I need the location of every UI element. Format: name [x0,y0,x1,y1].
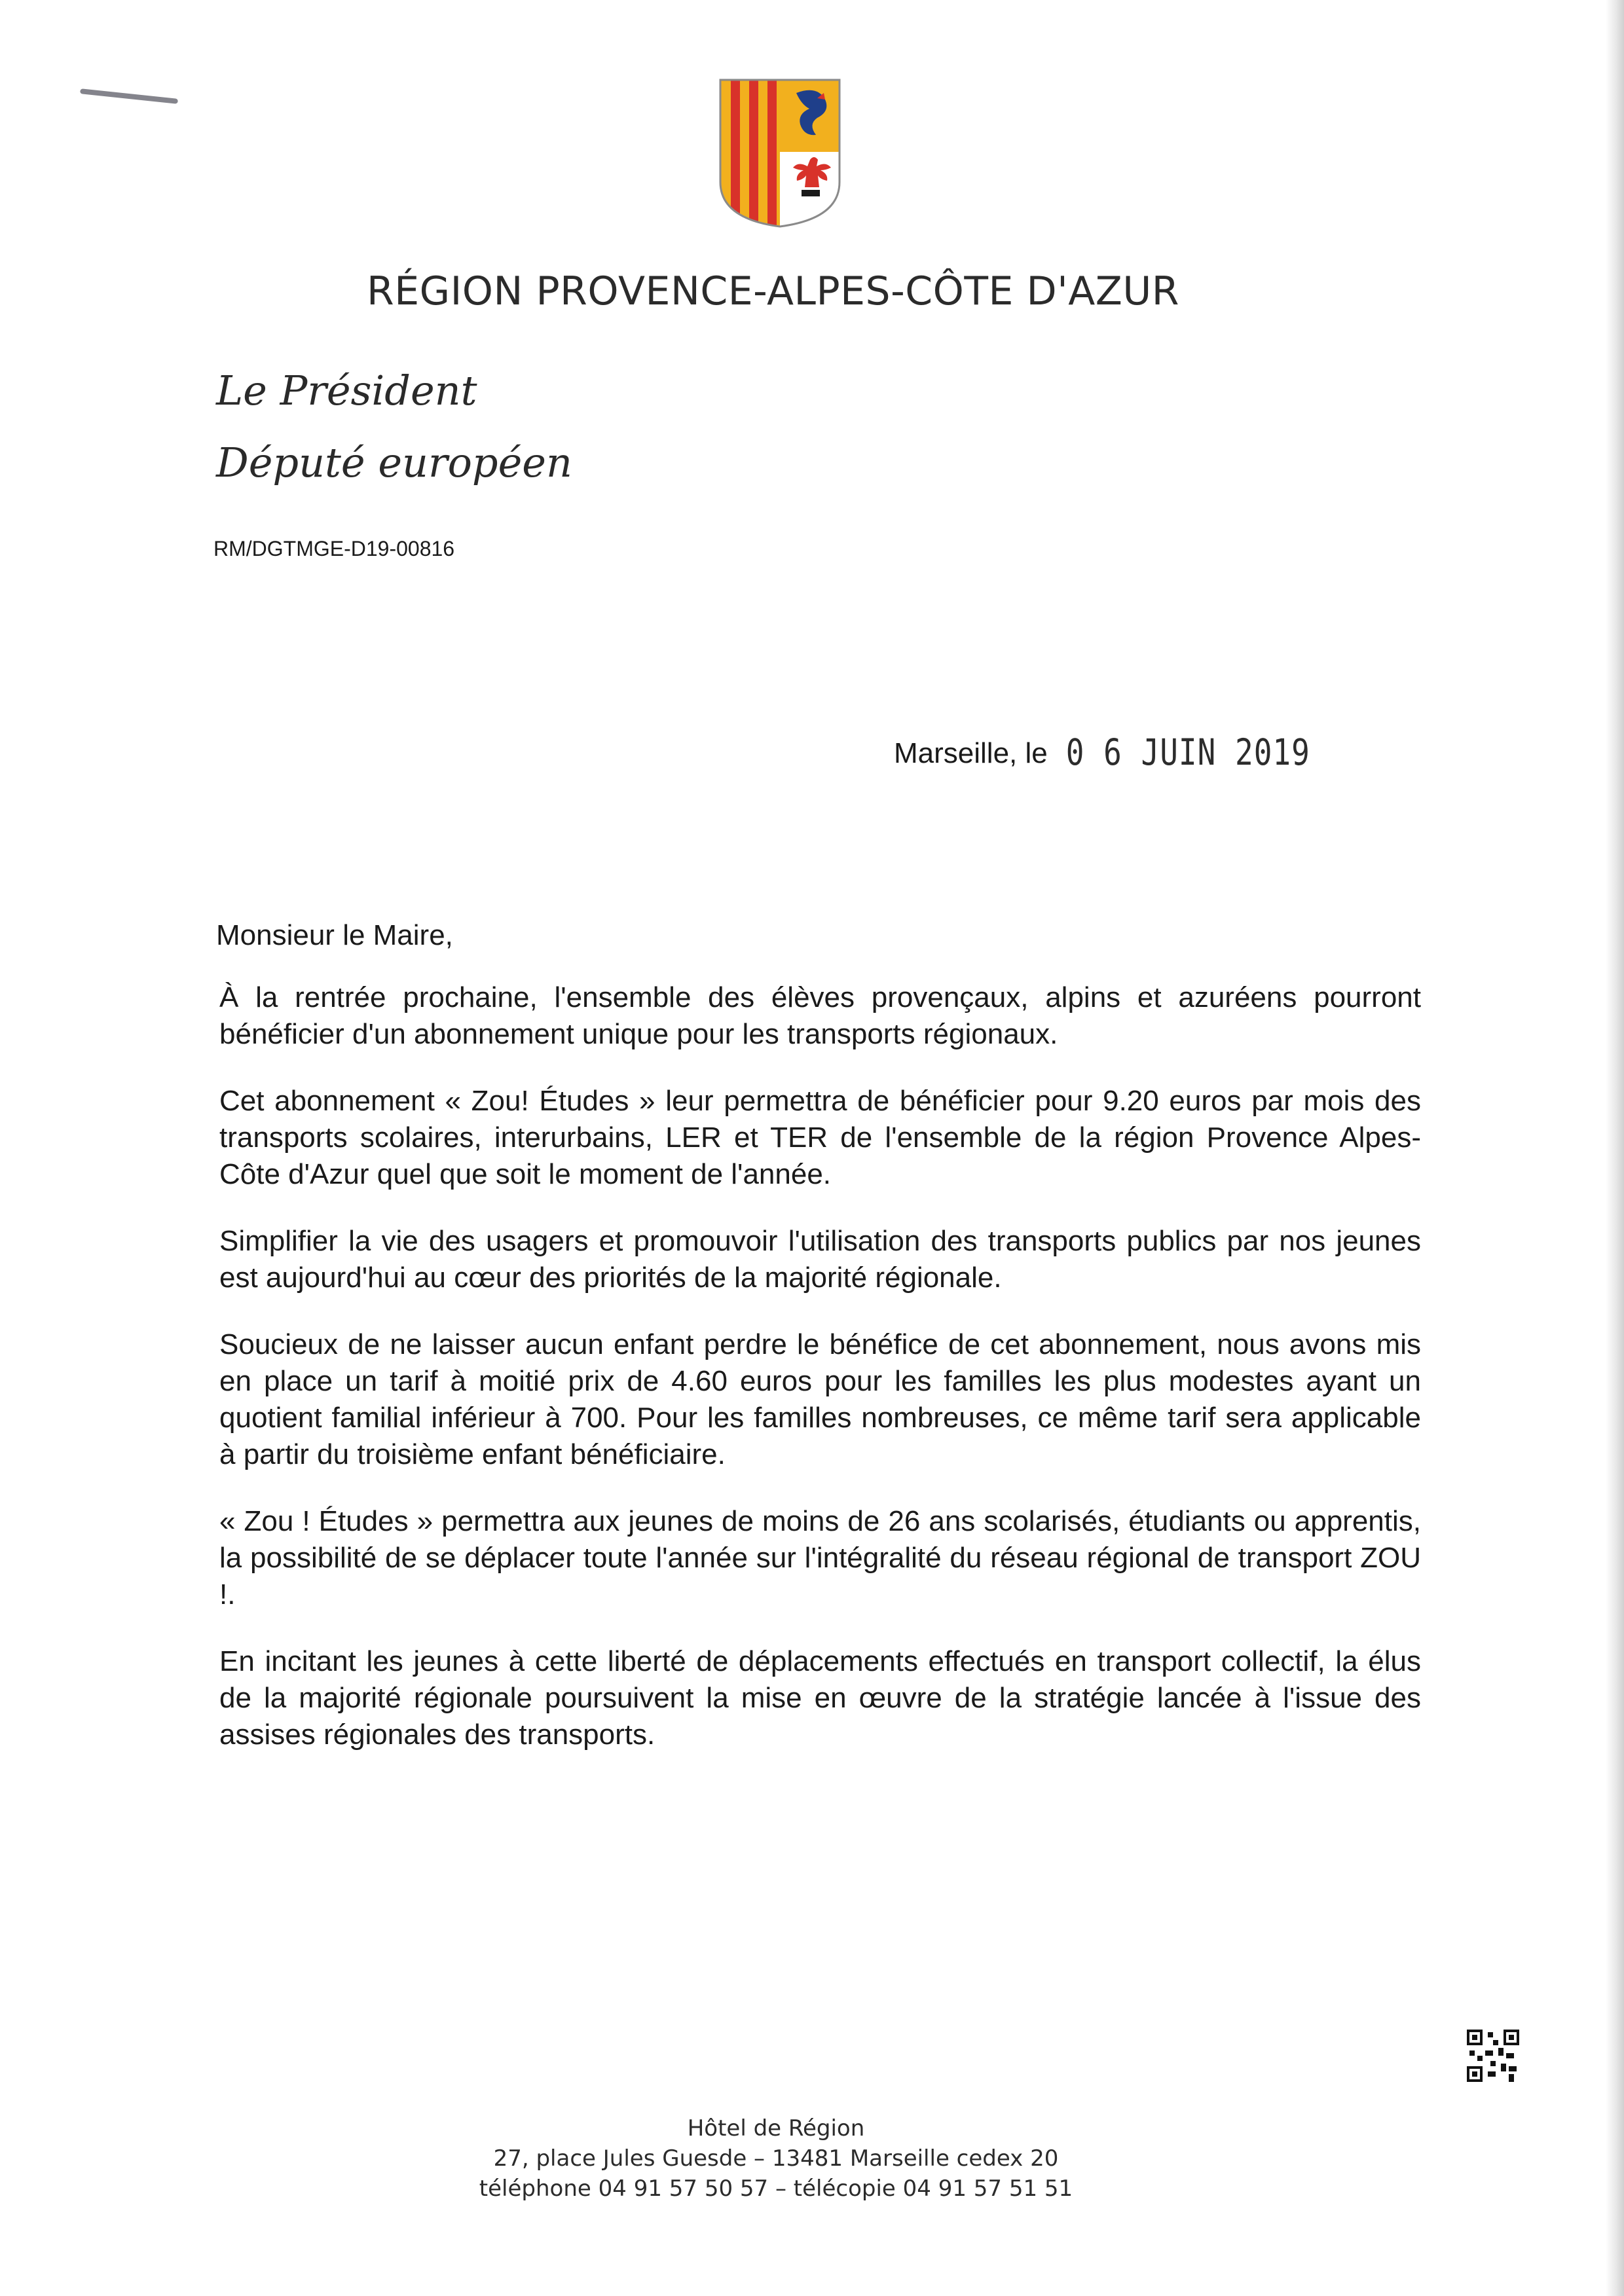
date-place: Marseille, le [894,737,1048,769]
reference-number: RM/DGTMGE-D19-00816 [213,537,455,560]
qr-code-icon [1467,2030,1519,2082]
paragraph: Soucieux de ne laisser aucun enfant perdre le bénéfice de cet abonnement, nous avons mis en place un tarif à moitié prix de 4.60 euros pour les familles les plus modestes ayant un quotient familial inférieur à 700. Pour les familles nombreuses, ce même tarif sera applicable à partir du troisième enfant bénéficiaire. [219,1328,1421,1470]
coat-of-arms-logo [719,79,841,228]
paragraph: « Zou ! Études » permettra aux jeunes de moins de 26 ans scolarisés, étudiants ou apprentis, la possibilité de se déplacer toute l'année sur l'intégralité du réseau régional de transport ZOU !. [219,1505,1421,1611]
salutation: Monsieur le Maire, [216,919,453,951]
letter-body [219,979,1421,1783]
sender-title-president: Le Président [216,367,477,414]
sender-title-depute: Député européen [216,439,572,486]
paragraph: En incitant les jeunes à cette liberté de déplacements effectués en transport collectif, la élus de la majorité régionale poursuivent la mise en œuvre de la stratégie lancée à l'issue des assises régionales des transports. [219,1645,1421,1751]
footer-phone: téléphone 04 91 57 50 57 – télécopie 04 91 57 51 51 [479,2176,1073,2202]
footer-address [0,2113,1552,2204]
region-name: RÉGION PROVENCE-ALPES-CÔTE D'AZUR [367,268,1179,314]
staple-mark [80,88,178,104]
paragraph: À la rentrée prochaine, l'ensemble des élèves provençaux, alpins et azuréens pourront bénéficier d'un abonnement unique pour les transports régionaux. [219,981,1421,1050]
date-line [894,731,1310,774]
page-edge [1606,0,1624,2296]
footer-building: Hôtel de Région [687,2115,865,2141]
footer-street: 27, place Jules Guesde – 13481 Marseille cedex 20 [493,2145,1059,2172]
paragraph: Simplifier la vie des usagers et promouvoir l'utilisation des transports publics par nos jeunes est aujourd'hui au cœur des priorités de la majorité régionale. [219,1225,1421,1294]
paragraph: Cet abonnement « Zou! Études » leur permettra de bénéficier pour 9.20 euros par mois des transports scolaires, interurbains, LER et TER de l'ensemble de la région Provence Alpes-Côte d'Azur quel que soit le moment de l'année. [219,1085,1421,1190]
date-stamp: 0 6 JUIN 2019 [1065,731,1310,774]
